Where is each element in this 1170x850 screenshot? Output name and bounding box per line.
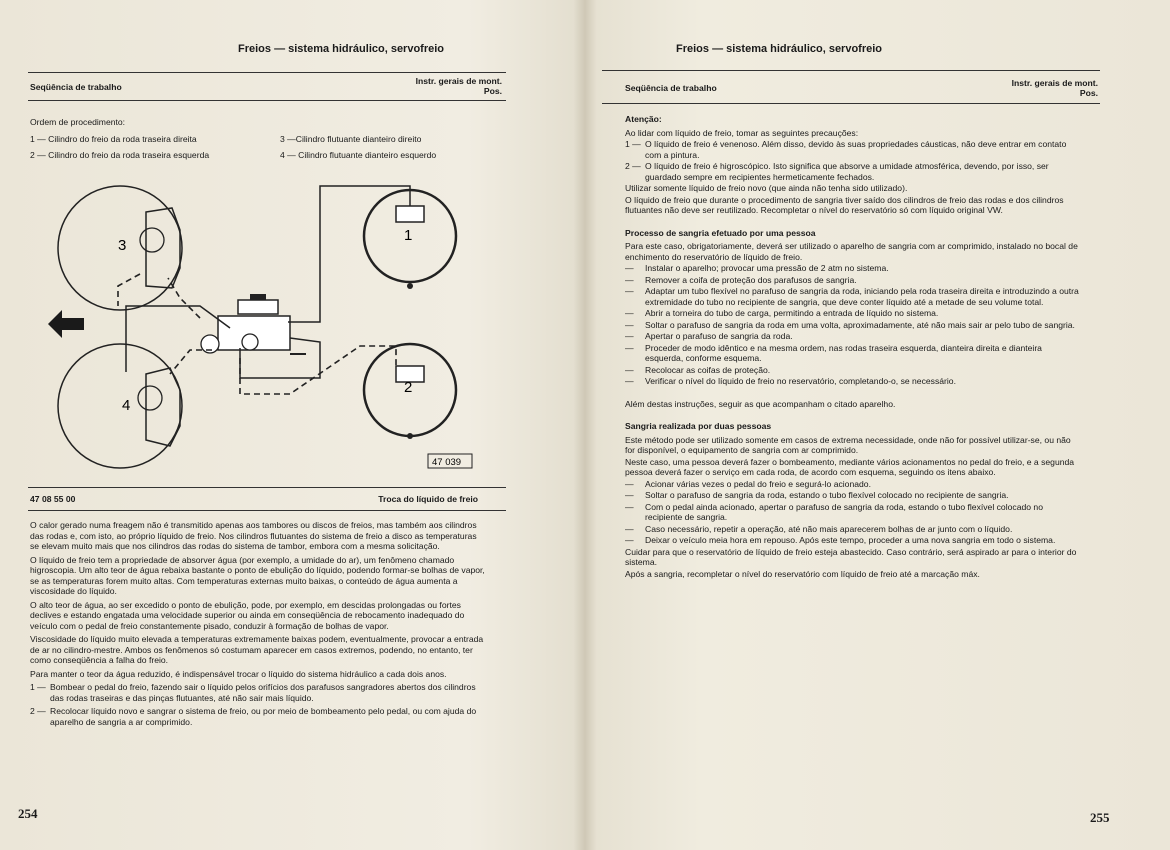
instr-label: Instr. gerais de mont. [415, 76, 502, 86]
header-rule [28, 72, 506, 73]
list-text: O líquido de freio é venenoso. Além disso, devido às suas propriedades cáusticas, não deve entrar em contato com a pintura. [645, 139, 1067, 160]
master-cylinder-port [242, 334, 258, 350]
list-item [30, 682, 488, 703]
list-item [625, 331, 1080, 342]
list-item [625, 286, 1080, 307]
list-marker: — [625, 319, 634, 330]
list-item [625, 535, 1080, 546]
paragraph: Para este caso, obrigatoriamente, deverá ser utilizado o aparelho de sangria com ar comprimido, instalado no bocal de enchimento do reservatório de líquido de freio. [625, 241, 1078, 262]
pos-label: Pos. [483, 86, 502, 96]
table-header-instr [988, 78, 1098, 98]
list-item [625, 263, 1080, 274]
list-text: Soltar o parafuso de sangria da roda em uma volta, aproximadamente, até não mais sair ar pelo tubo de sangria. [645, 319, 1075, 330]
list-text: Bombear o pedal do freio, fazendo sair o líquido pelos orifícios dos parafusos sangradores abertos dos cilindros das rodas traseiras e das pinças flutuantes, até não sair mais líquido. [50, 682, 476, 703]
list-item [625, 320, 1080, 331]
paragraph: O líquido de freio que durante o procedimento de sangria tiver saído dos cilindros de freio das rodas e dos cilindros flutuantes não deve ser reutilizado. Recompletar o nível do reservatório só com líquido original VW. [625, 194, 1064, 215]
paragraph: Viscosidade do líquido muito elevada a temperaturas extremamente baixas podem, eventualmente, provocar a entrada de ar no cilindro-mestre. Ambos os fenômenos só costumam aparecer em casos extremos, podendo, no entanto, ter como conseqüência a falha do freio. [30, 634, 484, 665]
brake-line-solid [288, 186, 413, 322]
paragraph: O calor gerado numa freagem não é transmitido apenas aos tambores ou discos de freios, mas também aos cilindros das rodas e, com isto, ao próprio líquido de freio. Nos cilindros flutuantes do sistema de freio a disco as temperaturas se elevam muito mais que nos cilindros das rodas do sistema de tambor, embora com a mesma solicitação. [30, 520, 477, 551]
right-page [590, 0, 1170, 850]
list-text: Recolocar líquido novo e sangrar o sistema de freio, ou por meio de bombeamento pelo pedal, ou com ajuda do aparelho de sangria a ar comprimido. [50, 706, 477, 727]
brake-line-dashed [240, 346, 396, 394]
section-title: Troca do líquido de freio [378, 494, 478, 504]
procedure-order [30, 117, 490, 161]
anchor [407, 283, 413, 289]
section-top-rule [28, 487, 506, 488]
list-item [625, 365, 1080, 376]
page-header-title: Freios — sistema hidráulico, servofreio [238, 43, 445, 55]
list-text: Abrir a torneira do tubo de carga, permitindo a entrada de líquido no sistema. [645, 308, 939, 318]
section-heading: Sangria realizada por duas pessoas [625, 421, 772, 431]
paragraph: O alto teor de água, ao ser excedido o ponto de ebulição, pode, por exemplo, em descidas prolongadas ou fortes declives e estando engatada uma velocidade superior ou ainda em conseqüência de rebocamento inadequado do veículo com o pedal de freio constantemente pisado, conduzir à formação de bolhas de vapor. [30, 599, 465, 631]
direction-arrow-icon [48, 310, 84, 338]
list-item [30, 706, 488, 727]
list-text: Acionar várias vezes o pedal do freio e segurá-lo acionado. [645, 478, 871, 489]
list-item [625, 524, 1080, 535]
paragraph: Para manter o teor da água reduzido, é indispensável trocar o líquido do sistema hidráulico a cada dois anos. [30, 668, 447, 679]
list-item [625, 308, 1080, 319]
list-marker: — [625, 364, 634, 375]
section-heading: Processo de sangria efetuado por uma pessoa [625, 227, 816, 238]
brake-system-diagram [40, 178, 490, 476]
list-text: Proceder de modo idêntico e na mesma ordem, nas rodas traseira esquerda, dianteira direita e dianteira esquerda, conforme esquema. [645, 342, 1042, 363]
list-item [625, 139, 1080, 160]
list-marker: — [625, 286, 634, 296]
anchor [407, 433, 413, 439]
brake-line-dashed [118, 274, 140, 306]
reservoir [238, 300, 278, 314]
two-person-list [625, 479, 1080, 546]
list-text: Remover a coifa de proteção dos parafusos de sangria. [645, 274, 857, 285]
list-item [625, 479, 1080, 490]
left-page [0, 0, 580, 850]
attention-intro: Ao lidar com líquido de freio, tomar as seguintes precauções: [625, 127, 859, 138]
one-person-list [625, 263, 1080, 387]
list-text: Verificar o nível do líquido de freio no reservatório, completando-o, se necessário. [645, 376, 956, 386]
page-number: 255 [1090, 810, 1110, 825]
front-left-piston [138, 386, 162, 410]
list-text: Adaptar um tubo flexível no parafuso de sangria da roda, iniciando pela roda traseira direita e introduzindo a outra extremidade do tubo no recipiente de sangria, que deve conter líquido até a metade de seu volume total. [645, 286, 1079, 307]
list-marker: — [625, 342, 634, 353]
table-header-instr [400, 76, 502, 96]
section-bottom-rule [28, 510, 506, 511]
table-header-sequence: Seqüência de trabalho [625, 83, 717, 93]
list-marker: — [625, 523, 634, 534]
list-item [625, 343, 1080, 364]
diagram-label-4: 4 [122, 397, 131, 414]
table-header-rule [602, 103, 1100, 104]
list-item [625, 275, 1080, 286]
paragraph: Além destas instruções, seguir as que acompanham o citado aparelho. [625, 398, 896, 409]
figure-code: 47 039 [432, 457, 462, 468]
list-text: Soltar o parafuso de sangria da roda, estando o tubo flexível colocado no recipiente de sangria. [645, 490, 1009, 500]
list-marker: 1 — [30, 682, 46, 692]
list-marker: — [625, 478, 634, 489]
table-header-sequence: Seqüência de trabalho [30, 82, 122, 92]
order-row [30, 150, 490, 161]
paragraph: Utilizar somente líquido de freio novo (que ainda não tenha sido utilizado). [625, 183, 908, 193]
section-number: 47 08 55 00 [30, 494, 76, 504]
front-left-disc [58, 344, 182, 468]
page-header-title: Freios — sistema hidráulico, servofreio [676, 43, 883, 55]
paragraph: Após a sangria, recompletar o nível do reservatório com líquido de freio até a marcação máx. [625, 568, 980, 579]
order-title: Ordem de procedimento: [30, 117, 126, 127]
list-marker: — [625, 535, 634, 545]
reservoir-cap [250, 294, 266, 300]
list-marker: — [625, 274, 634, 285]
diagram-label-2: 2 [404, 379, 413, 396]
order-item-4: 4 — Cilindro flutuante dianteiro esquerdo [280, 150, 437, 160]
list-item [625, 490, 1080, 501]
list-text: Caso necessário, repetir a operação, até não mais aparecerem bolhas de ar junto com o líquido. [645, 523, 1013, 534]
paragraph: Cuidar para que o reservatório de líquido de freio esteja abastecido. Caso contrário, será aspirado ar para o interior do sistema. [625, 546, 1077, 567]
instr-label: Instr. gerais de mont. [1011, 78, 1098, 88]
order-item-2: 2 — Cilindro do freio da roda traseira esquerda [30, 150, 210, 160]
list-text: Deixar o veículo meia hora em repouso. Após este tempo, proceder a uma nova sangria em todo o sistema. [645, 535, 1056, 545]
diagram-label-3: 3 [118, 237, 127, 254]
right-body-text [625, 114, 1080, 582]
list-text: Com o pedal ainda acionado, apertar o parafuso de sangria da roda, estando o tubo flexível colocado no recipiente de sangria. [645, 501, 1043, 522]
order-item-3: 3 —Cilindro flutuante dianteiro direito [280, 133, 422, 144]
list-marker: 1 — [625, 139, 641, 149]
list-marker: — [625, 501, 634, 512]
list-marker: — [625, 331, 634, 341]
paragraph: Neste caso, uma pessoa deverá fazer o bombeamento, mediante vários acionamentos no pedal do freio, e a segunda pessoa deverá fazer o serviço em cada roda, de acordo com esquema, seguindo os itens abaixo. [625, 456, 1075, 477]
list-marker: — [625, 490, 634, 500]
page-number: 254 [18, 806, 38, 821]
diagram-label-1: 1 [404, 227, 413, 244]
paragraph: Este método pode ser utilizado somente em casos de extrema necessidade, onde não for possível utilizar-se, ou não for disponível, o equipamento de sangria com ar comprimido. [625, 434, 1071, 455]
header-rule [602, 70, 1100, 71]
attention-title: Atenção: [625, 114, 662, 124]
paragraph: O líquido de freio tem a propriedade de absorver água (por exemplo, a umidade do ar), um fenômeno chamado higroscopia. Um alto teor de água rebaixa bastante o ponto de ebulição do líquido, podendo formar-se bolhas de vapor, se as temperaturas forem muito altas. Com temperaturas externas muito baixas, o conteúdo de água aumenta a viscosidade do líquido. [30, 554, 485, 596]
table-header-rule [28, 100, 506, 101]
list-marker: — [625, 263, 634, 273]
order-row [30, 134, 490, 145]
order-item-1: 1 — Cilindro do freio da roda traseira direita [30, 133, 197, 144]
list-text: O líquido de freio é higroscópico. Isto significa que absorve a umidade atmosférica, devendo, por isso, ser guardado sempre em recipientes hermeticamente fechados. [645, 161, 1049, 182]
list-text: Recolocar as coifas de proteção. [645, 364, 771, 375]
list-marker: — [625, 308, 634, 318]
list-item [625, 502, 1080, 523]
brake-line-dashed [170, 350, 212, 374]
list-item [625, 376, 1080, 387]
list-item [625, 161, 1080, 182]
rear-right-wheel-cylinder [396, 206, 424, 222]
list-marker: 2 — [625, 161, 641, 171]
left-body-text [30, 520, 488, 727]
pos-label: Pos. [1079, 88, 1098, 98]
list-text: Instalar o aparelho; provocar uma pressão de 2 atm no sistema. [645, 263, 889, 273]
front-right-piston [140, 228, 164, 252]
list-marker: — [625, 376, 634, 386]
list-text: Apertar o parafuso de sangria da roda. [645, 331, 793, 341]
list-marker: 2 — [30, 706, 46, 716]
